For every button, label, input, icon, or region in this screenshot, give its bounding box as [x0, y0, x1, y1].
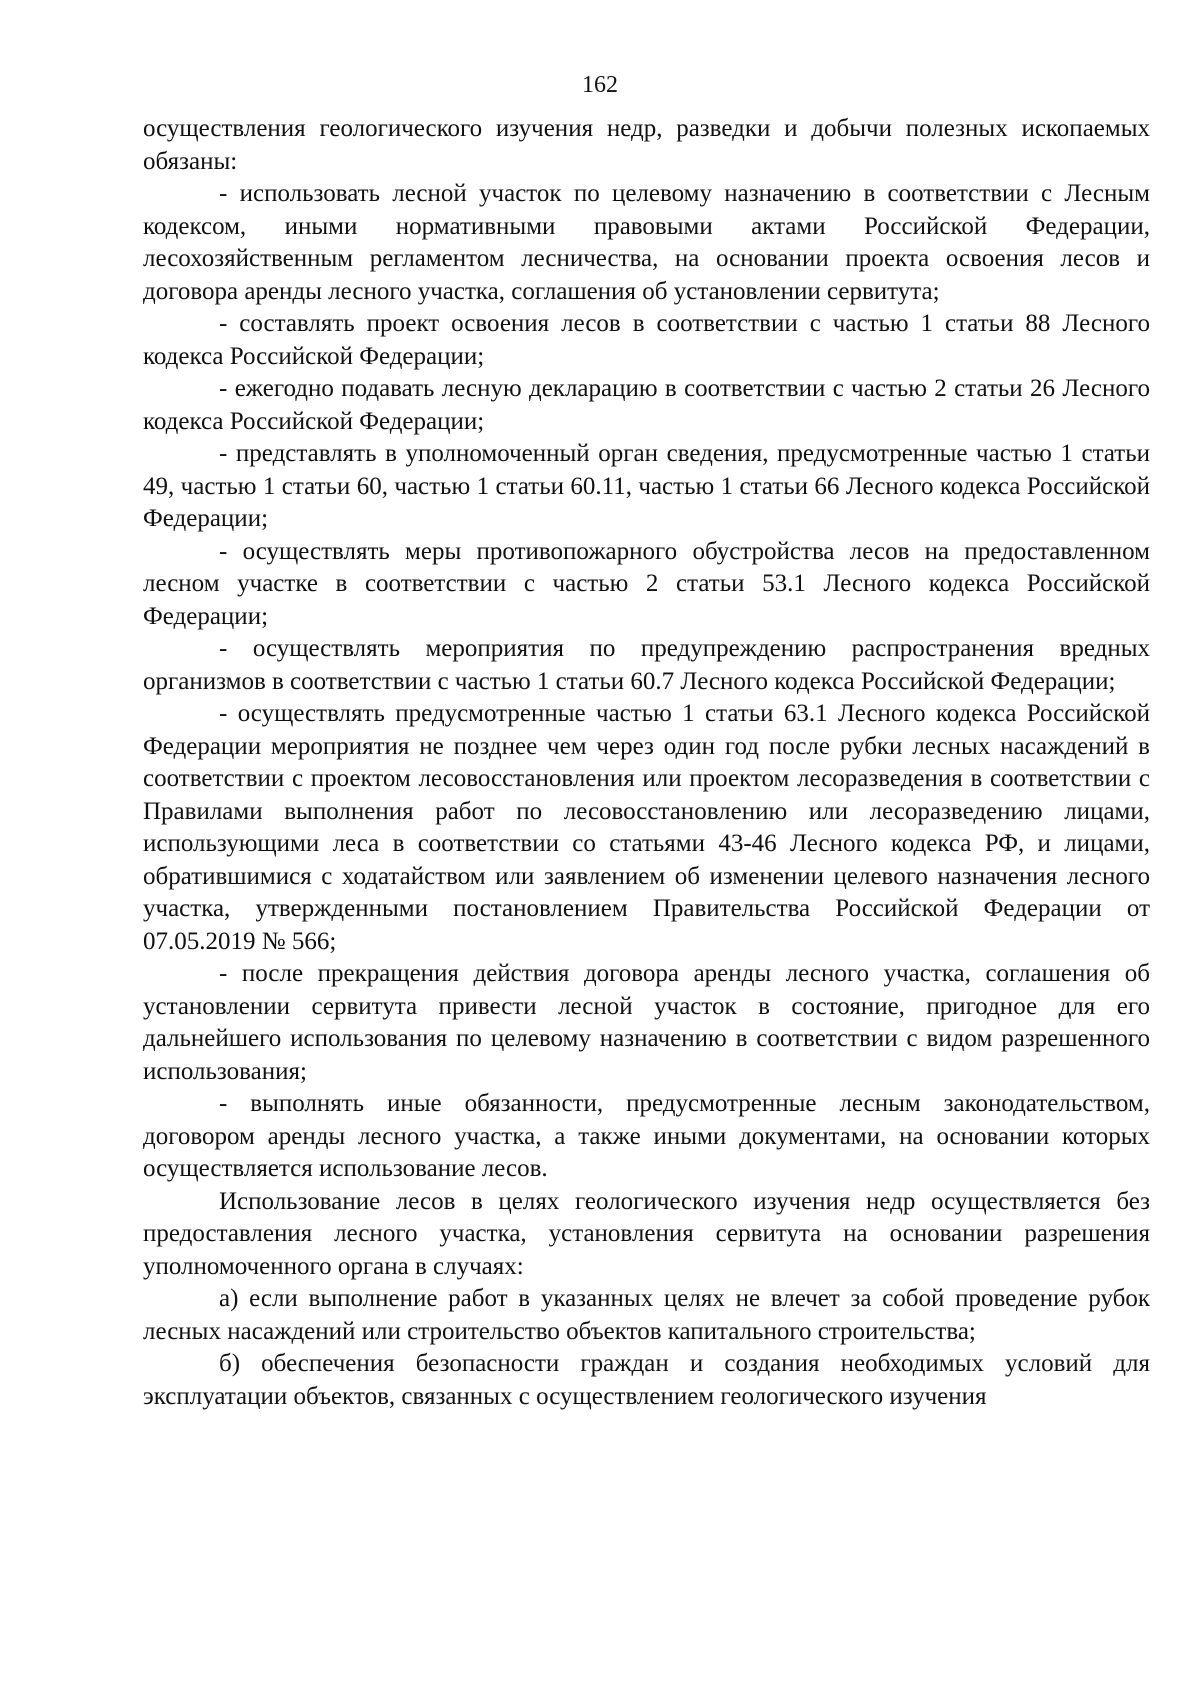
list-item-other-duties: - выполнять иные обязанности, предусмотренные лесным законодательством, договором аренды лесного участка, а также иными документами, на основании которых осуществляется использование лесов.	[143, 1090, 1150, 1182]
paragraph-continuation: осуществления геологического изучения недр, разведки и добычи полезных ископаемых обязаны:	[143, 115, 1150, 175]
page-number: 162	[582, 72, 618, 98]
list-item-fire-prevention: - осуществлять меры противопожарного обустройства лесов на предоставленном лесном участке в соответствии с частью 2 статьи 53.1 Лесного кодекса Российской Федерации;	[143, 537, 1150, 630]
list-item-submit-information: - представлять в уполномоченный орган сведения, предусмотренные частью 1 статьи 49, частью 1 статьи 60, частью 1 статьи 60.11, частью 1 статьи 66 Лесного кодекса Российской Федерации;	[143, 440, 1150, 532]
case-a: а) если выполнение работ в указанных целях не влечет за собой проведение рубок лесных насаждений или строительство объектов капитального строительства;	[143, 1285, 1150, 1345]
document-body	[143, 113, 1150, 1413]
list-item-use-forest-plot: - использовать лесной участок по целевому назначению в соответствии с Лесным кодексом, иными нормативными правовыми актами Российской Федерации, лесохозяйственным регламентом лесничества, на основании проекта освоения лесов и договора аренды лесного участка, соглашения об установлении сервитута;	[143, 180, 1150, 305]
case-b: б) обеспечения безопасности граждан и создания необходимых условий для эксплуатации объектов, связанных с осуществлением геологического изучения	[143, 1350, 1150, 1410]
paragraph-geological-study: Использование лесов в целях геологического изучения недр осуществляется без предоставления лесного участка, установления сервитута на основании разрешения уполномоченного органа в случаях:	[143, 1187, 1150, 1280]
list-item-forest-declaration: - ежегодно подавать лесную декларацию в соответствии с частью 2 статьи 26 Лесного кодекса Российской Федерации;	[143, 375, 1150, 435]
list-item-restore-plot: - после прекращения действия договора аренды лесного участка, соглашения об установлении сервитута привести лесной участок в состояние, пригодное для его дальнейшего использования по целевому назначению в соответствии с видом разрешенного использования;	[143, 960, 1150, 1085]
list-item-reforestation: - осуществлять предусмотренные частью 1 статьи 63.1 Лесного кодекса Российской Федерации мероприятия не позднее чем через один год после рубки лесных насаждений в соответствии с проектом лесовосстановления или проектом лесоразведения в соответствии с Правилами выполнения работ по лесовосстановлению или лесоразведению лицами, использующими леса в соответствии со статьями 43-46 Лесного кодекса РФ, и лицами, обратившимися с ходатайством или заявлением об изменении целевого назначения лесного участка, утвержденными постановлением Правительства Российской Федерации от 07.05.2019 № 566;	[143, 700, 1150, 955]
list-item-forest-development-project: - составлять проект освоения лесов в соответствии с частью 1 статьи 88 Лесного кодекса Российской Федерации;	[143, 310, 1150, 370]
list-item-pest-prevention: - осуществлять мероприятия по предупреждению распространения вредных организмов в соответствии с частью 1 статьи 60.7 Лесного кодекса Российской Федерации;	[143, 635, 1150, 695]
